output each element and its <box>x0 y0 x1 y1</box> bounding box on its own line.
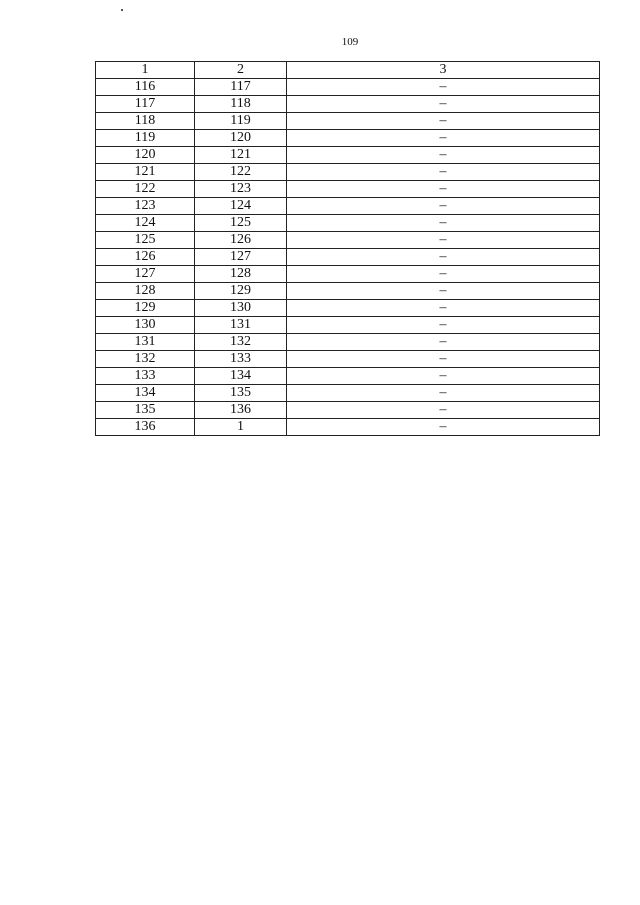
table-cell-col2: 118 <box>195 96 287 113</box>
table-cell-col1: 128 <box>96 283 195 300</box>
table-row <box>96 283 600 300</box>
table-row <box>96 249 600 266</box>
table-cell-col1: 136 <box>96 419 195 436</box>
header-cell-3: 3 <box>287 62 600 79</box>
table-cell-col3: – <box>287 96 600 113</box>
table-cell-col3: – <box>287 402 600 419</box>
table-cell-col2: 131 <box>195 317 287 334</box>
table-cell-col3: – <box>287 147 600 164</box>
table-body <box>96 62 600 436</box>
table-cell-col2: 123 <box>195 181 287 198</box>
table-row <box>96 402 600 419</box>
table-cell-col1: 129 <box>96 300 195 317</box>
table-cell-col3: – <box>287 215 600 232</box>
table-cell-col2: 134 <box>195 368 287 385</box>
table-cell-col1: 135 <box>96 402 195 419</box>
table-cell-col3: – <box>287 334 600 351</box>
table-row <box>96 164 600 181</box>
table-cell-col2: 125 <box>195 215 287 232</box>
table-row <box>96 419 600 436</box>
table-row <box>96 79 600 96</box>
table-cell-col2: 127 <box>195 249 287 266</box>
table-cell-col2: 132 <box>195 334 287 351</box>
table-row <box>96 266 600 283</box>
table-cell-col1: 131 <box>96 334 195 351</box>
table-cell-col3: – <box>287 385 600 402</box>
table-cell-col3: – <box>287 351 600 368</box>
table-cell-col2: 119 <box>195 113 287 130</box>
table-cell-col1: 121 <box>96 164 195 181</box>
table-cell-col2: 129 <box>195 283 287 300</box>
table-cell-col2: 136 <box>195 402 287 419</box>
table-cell-col1: 123 <box>96 198 195 215</box>
table-cell-col3: – <box>287 113 600 130</box>
table-cell-col1: 117 <box>96 96 195 113</box>
table-cell-col1: 130 <box>96 317 195 334</box>
table-cell-col3: – <box>287 249 600 266</box>
table-row <box>96 96 600 113</box>
table-cell-col1: 133 <box>96 368 195 385</box>
table-cell-col3: – <box>287 130 600 147</box>
table-cell-col3: – <box>287 266 600 283</box>
table-cell-col3: – <box>287 419 600 436</box>
table-row <box>96 215 600 232</box>
table-cell-col1: 116 <box>96 79 195 96</box>
table-cell-col2: 135 <box>195 385 287 402</box>
table-cell-col2: 130 <box>195 300 287 317</box>
table-cell-col2: 126 <box>195 232 287 249</box>
table-cell-col2: 121 <box>195 147 287 164</box>
header-cell-1: 1 <box>96 62 195 79</box>
table-header-row <box>96 62 600 79</box>
table-cell-col3: – <box>287 283 600 300</box>
table-cell-col3: – <box>287 198 600 215</box>
table-row <box>96 317 600 334</box>
table-cell-col2: 128 <box>195 266 287 283</box>
table-cell-col1: 134 <box>96 385 195 402</box>
table-row <box>96 334 600 351</box>
table-cell-col3: – <box>287 164 600 181</box>
table-cell-col2: 124 <box>195 198 287 215</box>
table-cell-col2: 117 <box>195 79 287 96</box>
table-row <box>96 181 600 198</box>
table-cell-col3: – <box>287 317 600 334</box>
table-cell-col2: 133 <box>195 351 287 368</box>
table-row <box>96 351 600 368</box>
table-cell-col3: – <box>287 232 600 249</box>
table-cell-col2: 1 <box>195 419 287 436</box>
table-cell-col1: 124 <box>96 215 195 232</box>
table-cell-col3: – <box>287 368 600 385</box>
table-cell-col2: 120 <box>195 130 287 147</box>
table-cell-col1: 122 <box>96 181 195 198</box>
table-row <box>96 300 600 317</box>
table-row <box>96 198 600 215</box>
scan-speck <box>121 9 123 11</box>
table-row <box>96 130 600 147</box>
table-cell-col1: 119 <box>96 130 195 147</box>
table-cell-col3: – <box>287 79 600 96</box>
table-cell-col1: 125 <box>96 232 195 249</box>
table-cell-col1: 120 <box>96 147 195 164</box>
table-row <box>96 113 600 130</box>
table-row <box>96 232 600 249</box>
page-number: 109 <box>341 36 359 48</box>
table-cell-col3: – <box>287 300 600 317</box>
header-cell-2: 2 <box>195 62 287 79</box>
table-cell-col1: 118 <box>96 113 195 130</box>
table-row <box>96 385 600 402</box>
table-cell-col3: – <box>287 181 600 198</box>
table-row <box>96 147 600 164</box>
table-row <box>96 368 600 385</box>
data-table <box>95 61 600 436</box>
table-cell-col1: 132 <box>96 351 195 368</box>
table-cell-col1: 127 <box>96 266 195 283</box>
table-cell-col2: 122 <box>195 164 287 181</box>
table-cell-col1: 126 <box>96 249 195 266</box>
